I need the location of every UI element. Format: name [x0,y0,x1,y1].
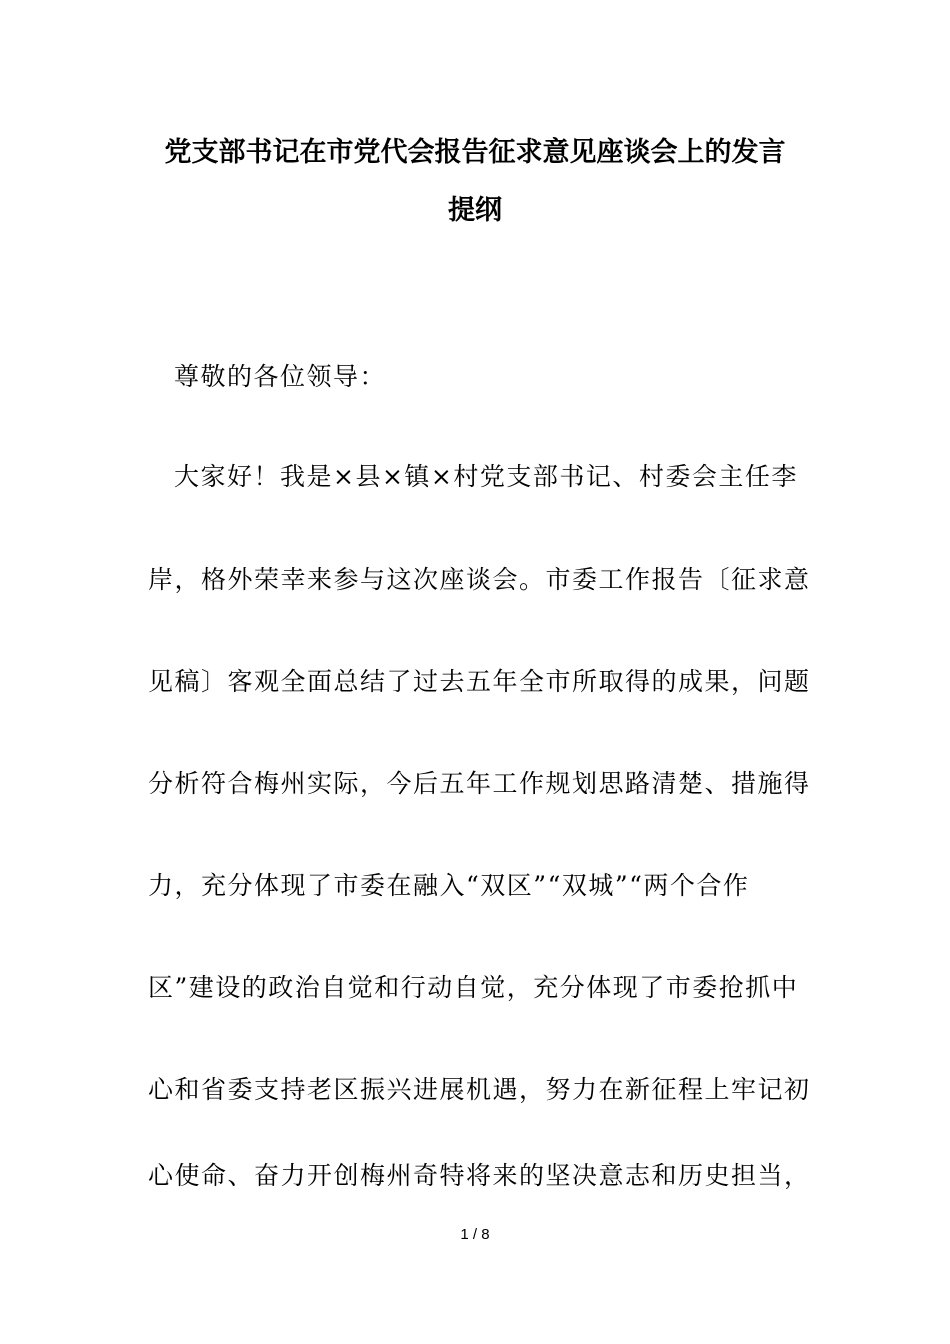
body-line: 大家好！我是×县×镇×村党支部书记、村委会主任李 [174,462,798,491]
body-line: 分析符合梅州实际，今后五年工作规划思路清楚、措施得 [148,769,811,798]
body-line: 岸，格外荣幸来参与这次座谈会。市委工作报告〔征求意 [148,565,811,594]
body-line: 心和省委支持老区振兴进展机遇，努力在新征程上牢记初 [148,1075,811,1104]
document-title-line-2: 提纲 [448,195,502,226]
page-number: 1 / 8 [460,1226,490,1243]
body-line: 力，充分体现了市委在融入“双区”“双城”“两个合作 [148,871,750,900]
greeting: 尊敬的各位领导： [174,362,387,391]
body-line: 心使命、奋力开创梅州奇特将来的坚决意志和历史担当， [148,1161,811,1190]
body-line: 见稿〕客观全面总结了过去五年全市所取得的成果，问题 [148,667,811,696]
document-title-line-1: 党支部书记在市党代会报告征求意见座谈会上的发言 [164,137,786,168]
body-line: 区”建设的政治自觉和行动自觉，充分体现了市委抢抓中 [148,973,799,1002]
